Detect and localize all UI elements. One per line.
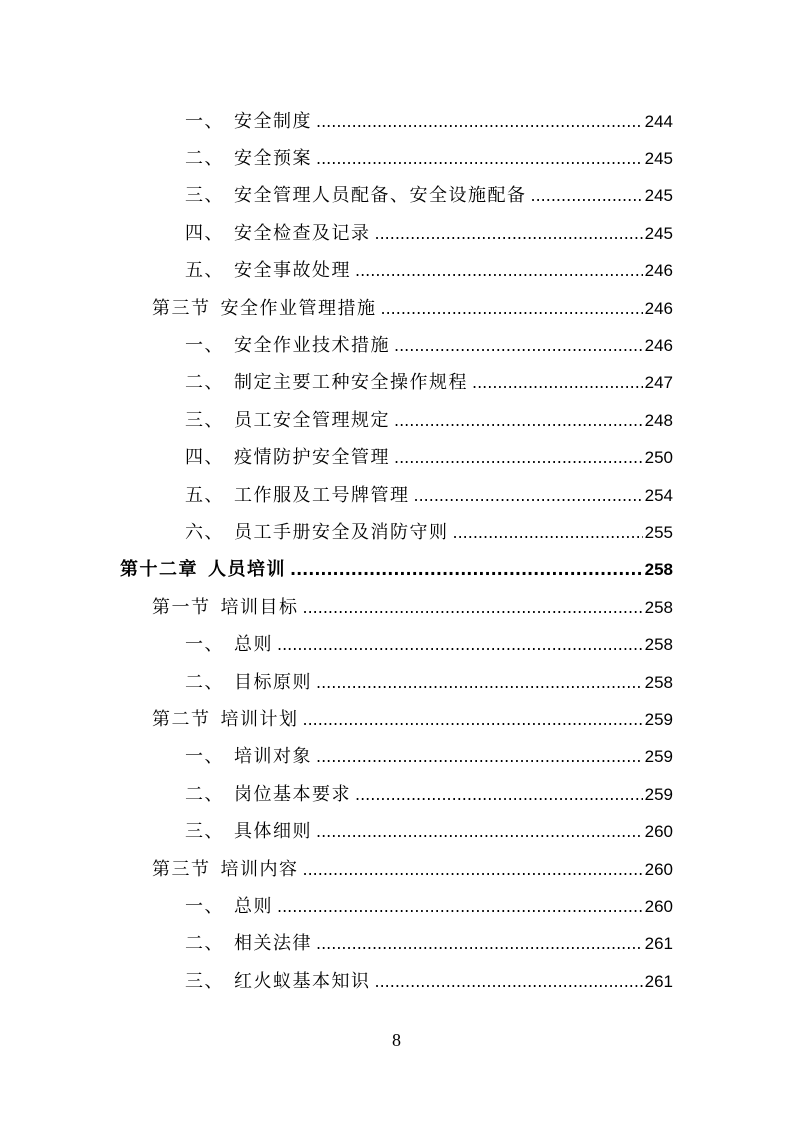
toc-entry-title: 安全作业管理措施 xyxy=(220,297,377,319)
toc-entry-page: 254 xyxy=(644,485,673,505)
toc-entry[interactable] xyxy=(0,512,793,549)
toc-entry-page: 259 xyxy=(644,784,673,804)
toc-entry[interactable] xyxy=(0,475,793,512)
toc-entry[interactable] xyxy=(0,213,793,250)
toc-entry-number: 一、 xyxy=(185,895,224,917)
toc-leader-dots xyxy=(303,598,643,617)
toc-entry-number: 二、 xyxy=(185,148,224,170)
toc-entry-page: 258 xyxy=(644,672,673,692)
toc-entry-title: 疫情防护安全管理 xyxy=(234,447,390,469)
toc-leader-dots xyxy=(414,486,643,505)
toc-entry-page: 250 xyxy=(644,448,673,468)
toc-entry-number: 三、 xyxy=(185,970,224,992)
toc-leader-dots xyxy=(316,673,643,692)
toc-entry-page: 259 xyxy=(644,747,673,767)
toc-leader-dots xyxy=(277,897,643,916)
toc-entry-number: 第十二章 xyxy=(120,559,198,581)
toc-entry-title: 培训计划 xyxy=(220,708,299,730)
page-number: 8 xyxy=(392,1030,401,1050)
toc-entry-page: 260 xyxy=(644,859,673,879)
toc-entry-number: 二、 xyxy=(185,933,224,955)
toc-entry-page: 248 xyxy=(644,410,673,430)
toc-entry-title: 安全管理人员配备、安全设施配备 xyxy=(234,185,527,207)
toc-entry-page: 255 xyxy=(644,522,673,542)
toc-leader-dots xyxy=(472,373,643,392)
toc-leader-dots xyxy=(316,112,643,131)
toc-entry-title: 培训内容 xyxy=(220,858,299,880)
toc-entry-page: 261 xyxy=(644,934,673,954)
toc-entry-page: 258 xyxy=(644,560,673,580)
toc-entry-title: 培训目标 xyxy=(220,596,299,618)
toc-entry-page: 261 xyxy=(644,971,673,991)
toc-entry-number: 五、 xyxy=(185,484,224,506)
toc-entry-page: 244 xyxy=(644,111,673,131)
toc-entry[interactable] xyxy=(0,886,793,923)
toc-entry-title: 总则 xyxy=(234,634,273,656)
toc-entry-page: 246 xyxy=(644,261,673,281)
toc-entry-number: 四、 xyxy=(185,222,224,244)
toc-entry-number: 三、 xyxy=(185,821,224,843)
toc-entry-page: 245 xyxy=(644,149,673,169)
toc-entry-title: 培训对象 xyxy=(234,746,312,768)
toc-leader-dots xyxy=(316,747,643,766)
toc-entry-title: 员工安全管理规定 xyxy=(234,409,390,431)
toc-entry-number: 二、 xyxy=(185,783,224,805)
table-of-contents xyxy=(0,101,793,998)
toc-entry-title: 总则 xyxy=(234,895,273,917)
toc-entry-title: 安全预案 xyxy=(234,148,312,170)
toc-entry-number: 六、 xyxy=(185,521,224,543)
toc-entry-page: 247 xyxy=(644,373,673,393)
toc-entry-page: 260 xyxy=(644,822,673,842)
toc-leader-dots xyxy=(303,710,643,729)
toc-entry[interactable] xyxy=(0,325,793,362)
toc-entry-page: 258 xyxy=(644,597,673,617)
toc-entry[interactable] xyxy=(0,438,793,475)
toc-entry-title: 制定主要工种安全操作规程 xyxy=(234,372,468,394)
toc-entry-page: 259 xyxy=(644,709,673,729)
toc-entry-title: 红火蚁基本知识 xyxy=(234,970,371,992)
toc-entry-title: 安全制度 xyxy=(234,110,312,132)
toc-entry-number: 三、 xyxy=(185,409,224,431)
toc-leader-dots xyxy=(394,448,643,467)
toc-entry[interactable] xyxy=(0,363,793,400)
toc-entry[interactable] xyxy=(0,101,793,138)
toc-entry-title: 具体细则 xyxy=(234,821,312,843)
toc-entry[interactable] xyxy=(0,699,793,736)
toc-leader-dots xyxy=(290,560,643,579)
toc-entry-title: 安全事故处理 xyxy=(234,260,351,282)
toc-entry-page: 246 xyxy=(644,298,673,318)
toc-entry-number: 第三节 xyxy=(152,297,211,319)
toc-entry[interactable] xyxy=(0,924,793,961)
toc-leader-dots xyxy=(394,411,643,430)
toc-entry[interactable] xyxy=(0,961,793,998)
toc-entry-title: 相关法律 xyxy=(234,933,312,955)
toc-entry-number: 第二节 xyxy=(152,708,211,730)
toc-leader-dots xyxy=(316,149,643,168)
toc-leader-dots xyxy=(277,635,643,654)
toc-entry-number: 一、 xyxy=(185,634,224,656)
toc-entry-title: 岗位基本要求 xyxy=(234,783,351,805)
toc-entry-page: 245 xyxy=(644,223,673,243)
toc-leader-dots xyxy=(453,523,643,542)
toc-entry-title: 人员培训 xyxy=(208,559,286,581)
toc-entry-number: 三、 xyxy=(185,185,224,207)
toc-entry-title: 目标原则 xyxy=(234,671,312,693)
toc-entry-page: 258 xyxy=(644,635,673,655)
toc-entry[interactable] xyxy=(0,662,793,699)
toc-leader-dots xyxy=(355,785,643,804)
toc-entry-number: 一、 xyxy=(185,110,224,132)
toc-entry[interactable] xyxy=(0,138,793,175)
toc-entry-number: 第一节 xyxy=(152,596,211,618)
toc-leader-dots xyxy=(355,261,643,280)
toc-leader-dots xyxy=(381,299,643,318)
toc-entry[interactable] xyxy=(0,774,793,811)
toc-entry[interactable] xyxy=(0,251,793,288)
toc-entry-page: 246 xyxy=(644,336,673,356)
toc-entry[interactable] xyxy=(0,288,793,325)
toc-entry-number: 一、 xyxy=(185,746,224,768)
toc-entry[interactable] xyxy=(0,400,793,437)
toc-entry-title: 员工手册安全及消防守则 xyxy=(234,521,449,543)
toc-leader-dots xyxy=(375,972,643,991)
toc-entry[interactable] xyxy=(0,550,793,587)
toc-entry-page: 245 xyxy=(644,186,673,206)
toc-leader-dots xyxy=(316,822,643,841)
toc-entry-title: 工作服及工号牌管理 xyxy=(234,484,410,506)
toc-leader-dots xyxy=(375,224,643,243)
toc-entry[interactable] xyxy=(0,587,793,624)
toc-leader-dots xyxy=(303,860,643,879)
toc-entry[interactable] xyxy=(0,176,793,213)
toc-entry-title: 安全检查及记录 xyxy=(234,222,371,244)
toc-entry-number: 一、 xyxy=(185,335,224,357)
toc-entry[interactable] xyxy=(0,624,793,661)
toc-entry-number: 五、 xyxy=(185,260,224,282)
toc-entry-number: 四、 xyxy=(185,447,224,469)
toc-leader-dots xyxy=(394,336,643,355)
toc-entry-number: 第三节 xyxy=(152,858,211,880)
toc-entry[interactable] xyxy=(0,811,793,848)
toc-leader-dots xyxy=(316,934,643,953)
toc-entry[interactable] xyxy=(0,849,793,886)
toc-entry-title: 安全作业技术措施 xyxy=(234,335,390,357)
toc-entry-number: 二、 xyxy=(185,671,224,693)
toc-entry-page: 260 xyxy=(644,896,673,916)
toc-entry[interactable] xyxy=(0,737,793,774)
toc-leader-dots xyxy=(531,186,643,205)
toc-entry-number: 二、 xyxy=(185,372,224,394)
